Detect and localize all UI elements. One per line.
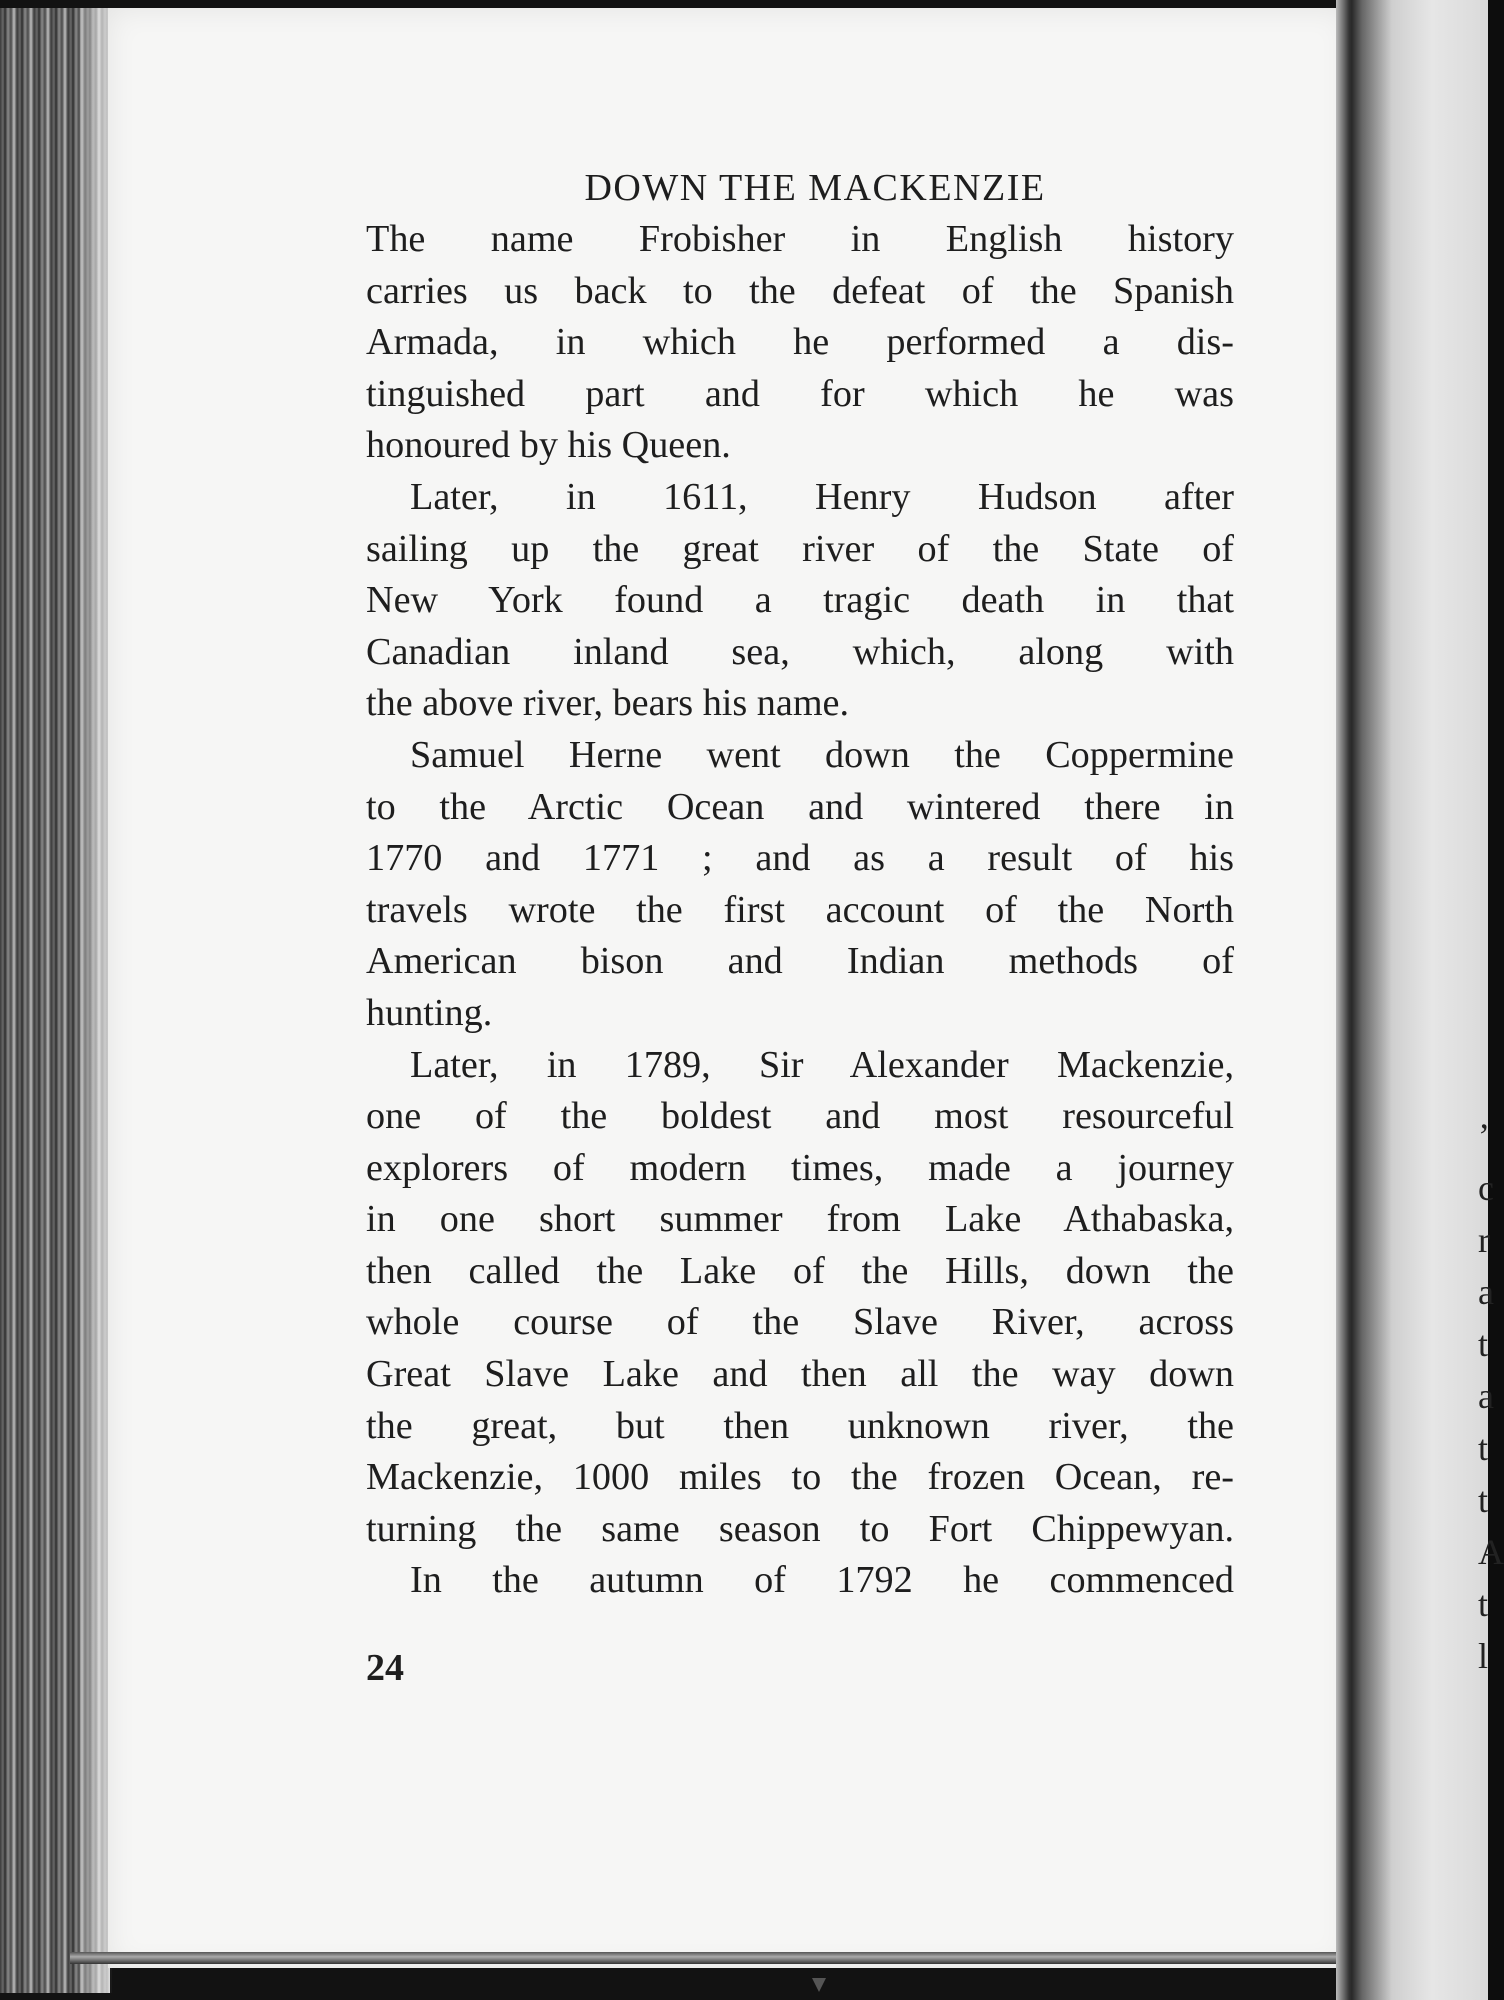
text-line: Samuel Herne went down the Coppermine — [410, 733, 1234, 776]
facing-fragment: a — [1478, 1376, 1494, 1416]
text-line: Canadian inland sea, which, along with — [366, 630, 1234, 673]
text-line: in one short summer from Lake Athabaska, — [366, 1198, 1234, 1241]
text-line: the above river, bears his name. — [366, 682, 850, 725]
facing-fragment: ’ — [1478, 1116, 1490, 1156]
text-line: Great Slave Lake and then all the way down — [366, 1353, 1234, 1396]
text-line: then called the Lake of the Hills, down the — [366, 1249, 1234, 1292]
facing-fragment: A — [1478, 1532, 1504, 1572]
page-number: 24 — [366, 1647, 404, 1689]
text-line: honoured by his Queen. — [366, 424, 731, 467]
text-line: In the autumn of 1792 he commenced — [410, 1559, 1234, 1602]
facing-fragment: c — [1478, 1168, 1494, 1208]
text-line: whole course of the Slave River, across — [366, 1301, 1234, 1344]
text-line: Later, in 1789, Sir Alexander Mackenzie, — [410, 1043, 1234, 1086]
facing-page — [1352, 0, 1504, 2000]
text-line: the great, but then unknown river, the — [366, 1404, 1234, 1447]
book-page-edges — [0, 8, 112, 1993]
text-line: 1770 and 1771 ; and as a result of his — [366, 837, 1234, 880]
text-line: American bison and Indian methods of — [366, 940, 1234, 983]
text-line: sailing up the great river of the State of — [366, 527, 1234, 570]
text-line: hunting. — [366, 991, 493, 1034]
page-bottom-edge — [70, 1952, 1340, 1964]
text-line: Later, in 1611, Henry Hudson after — [410, 475, 1234, 518]
text-line: The name Frobisher in English history — [366, 218, 1234, 260]
text-line: turning the same season to Fort Chippewyan. — [366, 1507, 1234, 1550]
body-text — [366, 214, 1234, 1607]
text-line: to the Arctic Ocean and wintered there in — [366, 785, 1234, 828]
facing-fragment: r — [1478, 1220, 1490, 1260]
text-line: New York found a tragic death in that — [366, 579, 1234, 622]
facing-fragment: l — [1478, 1636, 1489, 1676]
running-head: DOWN THE MACKENZIE — [584, 167, 1046, 209]
facing-fragment: t — [1478, 1480, 1489, 1520]
facing-fragment: t — [1478, 1324, 1489, 1364]
text-line: Armada, in which he performed a dis- — [366, 321, 1234, 364]
page-text-block — [366, 166, 1234, 1607]
text-line: Mackenzie, 1000 miles to the frozen Ocean, re- — [366, 1456, 1234, 1499]
facing-fragment: t — [1478, 1584, 1489, 1624]
text-line: explorers of modern times, made a journey — [366, 1146, 1234, 1189]
facing-page-text-fragments — [1478, 1110, 1504, 1682]
text-line: one of the boldest and most resourceful — [366, 1095, 1234, 1138]
text-line: travels wrote the first account of the North — [366, 888, 1234, 931]
facing-fragment: t — [1478, 1428, 1489, 1468]
facing-fragment: a — [1478, 1272, 1494, 1312]
text-line: tinguished part and for which he was — [366, 372, 1234, 415]
text-line: carries us back to the defeat of the Spanish — [366, 269, 1234, 312]
binding-mark — [812, 1978, 826, 1992]
